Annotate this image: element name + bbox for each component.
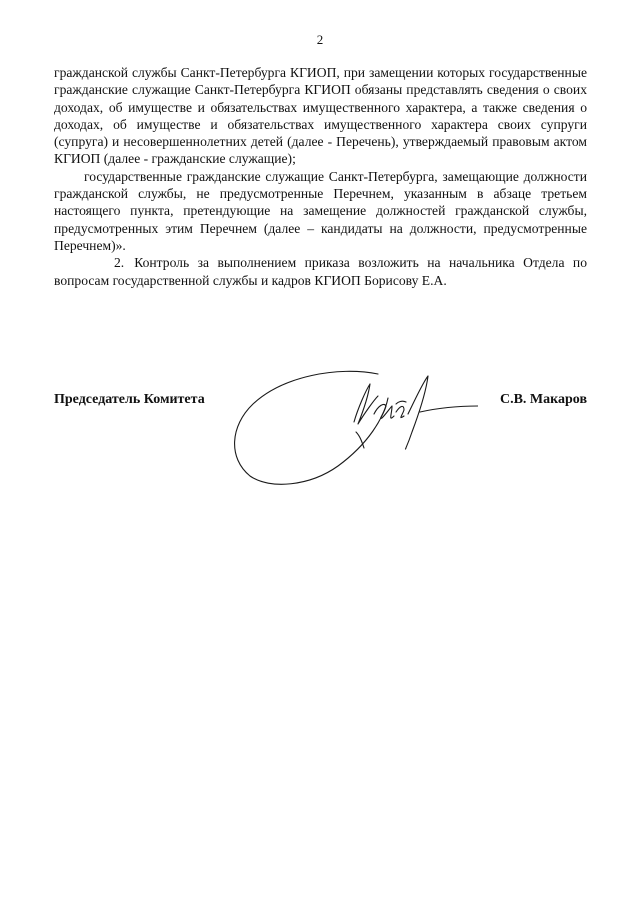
item-text: Контроль за выполнением приказа возложить на начальника Отдела по вопросам государственной службы и кадров КГИОП Борисову Е.А.: [54, 255, 587, 288]
signatory-role: Председатель Комитета: [54, 392, 205, 407]
paragraph-item-2: [54, 254, 587, 289]
paragraph-candidates: государственные гражданские служащие Санкт-Петербурга, замещающие должности гражданской службы, не предусмотренные Перечнем, указанным в абзаце третьем настоящего пункта, претендующие на замещение должностей гражданской службы, предусмотренных этим Перечнем (далее – кандидаты на должности, предусмотренные Перечнем)».: [54, 168, 587, 253]
signatory-name: С.В. Макаров: [499, 392, 587, 407]
paragraph-continuation: гражданской службы Санкт-Петербурга КГИОП, при замещении которых государственные гражданские служащие Санкт-Петербурга КГИОП обязаны представлять сведения о своих доходах, об имуществе и обязательствах имущественного характера, а также сведения о доходах, об имуществе и обязательствах имущественного характера своих супруги (супруга) и несовершеннолетних детей (далее - Перечень), утверждаемый правовым актом КГИОП (далее - гражданские служащие);: [54, 65, 587, 167]
handwritten-signature: [228, 362, 478, 490]
page-number: 2: [316, 32, 324, 47]
item-number: 2.: [114, 255, 125, 271]
document-body: [54, 64, 587, 289]
